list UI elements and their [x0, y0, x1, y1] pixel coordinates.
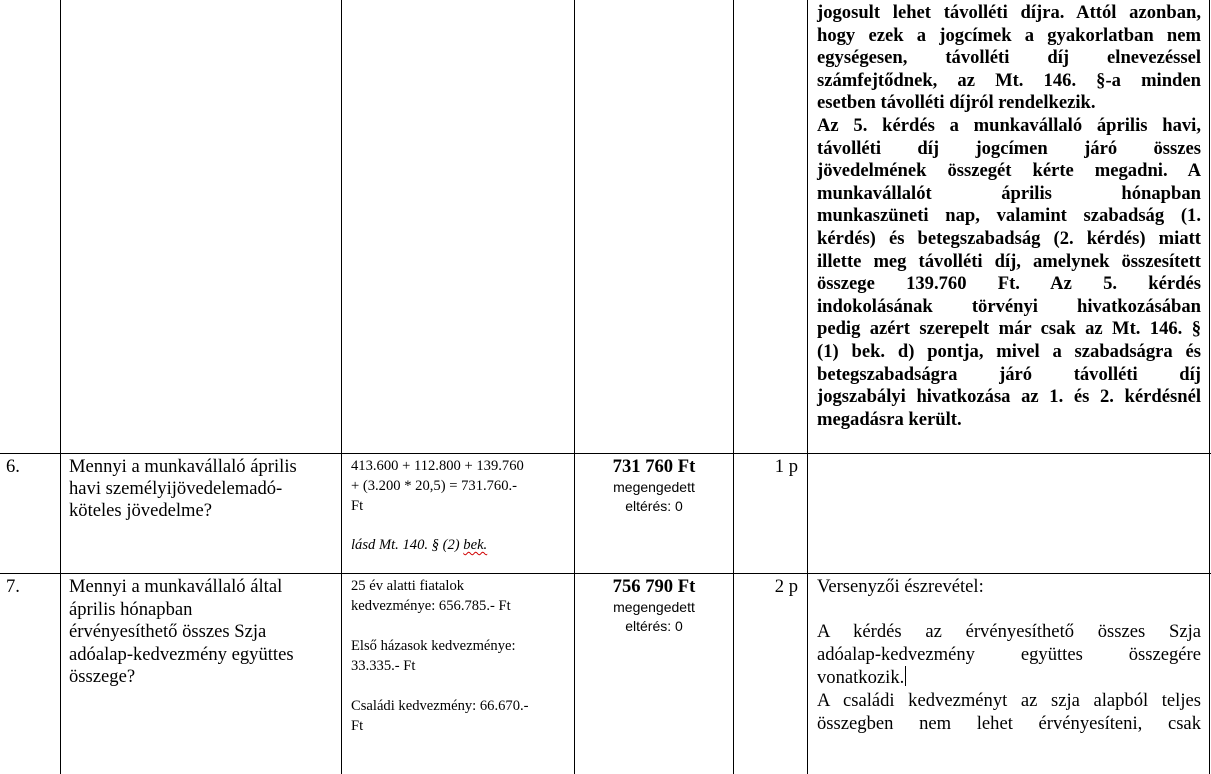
row-number: 6.	[6, 456, 20, 477]
answer-value: 731 760 Ft	[612, 456, 696, 477]
explanation-line: összege 139.760 Ft. Az 5. kérdés	[817, 273, 1201, 295]
column-divider	[60, 0, 61, 774]
calculation-line: + (3.200 * 20,5) = 731.760.-	[351, 478, 518, 494]
calculation-line: kedvezménye: 656.785.- Ft	[351, 598, 511, 614]
explanation-line: esetben távolléti díjról rendelkezik.	[817, 92, 1096, 114]
row-divider	[0, 453, 1211, 454]
column-divider	[574, 0, 575, 774]
text-cursor	[905, 666, 906, 686]
explanation-line: egységesen, távolléti díj elnevezéssel	[817, 47, 1201, 69]
question-cell	[69, 456, 337, 522]
points-cell: 2 p	[774, 576, 798, 597]
answer-cell	[575, 456, 733, 516]
explanation-line: pedig azért szerepelt már csak az Mt. 146. §	[817, 318, 1201, 340]
question-cell	[69, 576, 337, 689]
explanation-line: jövedelmének összegét kérte megadni. A	[817, 160, 1201, 182]
legal-reference-text: lásd Mt. 140. § (2)	[351, 537, 460, 553]
calculation-line: 25 év alatti fiatalok	[351, 578, 465, 594]
question-line: adóalap-kedvezmény együttes	[69, 643, 294, 665]
tolerance-line: eltérés: 0	[625, 618, 683, 634]
comment-line: vonatkozik.	[817, 667, 905, 689]
explanation-line: hogy ezek a jogcímek a gyakorlatban nem	[817, 24, 1201, 46]
calculation-cell	[351, 576, 571, 736]
tolerance-line: megengedett	[613, 599, 695, 615]
calculation-line: Első házasok kedvezménye:	[351, 638, 516, 654]
calculation-cell	[351, 456, 571, 555]
column-divider	[733, 0, 734, 774]
comment-line-wrap[interactable]	[817, 666, 1201, 690]
explanation-line: betegszabadságra járó távolléti díj	[817, 363, 1201, 385]
explanation-line: kérdés) és betegszabadság (2. kérdés) miatt	[817, 227, 1201, 249]
explanation-line: számfejtődnek, az Mt. 146. §-a minden	[817, 69, 1201, 91]
calculation-line: Családi kedvezmény: 66.670.-	[351, 698, 529, 714]
legal-reference	[351, 535, 571, 555]
question-line: összege?	[69, 666, 136, 688]
explanation-line: jogszabályi hivatkozása az 1. és 2. kérdésnél	[817, 386, 1201, 408]
row-divider	[0, 573, 1211, 574]
comment-line: A kérdés az érvényesíthető összes Szja	[817, 621, 1201, 643]
calculation-line: Ft	[351, 498, 364, 514]
calculation-line: 33.335.- Ft	[351, 658, 416, 674]
answer-value: 756 790 Ft	[612, 576, 696, 597]
comment-cell	[817, 456, 1201, 568]
comment-title: Versenyzői észrevétel:	[817, 576, 984, 597]
question-line: köteles jövedelme?	[69, 500, 213, 521]
question-line: Mennyi a munkavállaló április	[69, 456, 297, 477]
comment-cell	[817, 576, 1201, 735]
explanation-line: megadásra került.	[817, 408, 962, 430]
explanation-cell	[817, 2, 1201, 431]
row-number: 7.	[6, 576, 20, 597]
question-line: érvényesíthető összes Szja	[69, 621, 267, 643]
explanation-line: indokolásának törvényi hivatkozásában	[817, 295, 1201, 317]
column-divider	[807, 0, 808, 774]
comment-line: összegben nem lehet érvényesíteni, csak	[817, 712, 1201, 734]
explanation-line: Az 5. kérdés a munkavállaló április havi,	[817, 114, 1201, 136]
explanation-line: illette meg távolléti díj, amelynek összesített	[817, 250, 1201, 272]
explanation-line: munkavállalót április hónapban	[817, 182, 1201, 204]
column-divider	[341, 0, 342, 774]
comment-line: A családi kedvezményt az szja alapból teljes	[817, 689, 1201, 711]
question-line: Mennyi a munkavállaló által	[69, 576, 283, 597]
explanation-line: távolléti díj jogcímen járó összes	[817, 137, 1201, 159]
column-divider	[1209, 0, 1210, 774]
comment-line: adóalap-kedvezmény együttes összegére	[817, 643, 1201, 665]
question-line: április hónapban	[69, 598, 193, 620]
explanation-line: jogosult lehet távolléti díjra. Attól azonban,	[817, 2, 1201, 23]
legal-reference-abbrev: bek.	[463, 537, 488, 553]
calculation-line: 413.600 + 112.800 + 139.760	[351, 458, 524, 474]
tolerance-line: eltérés: 0	[625, 498, 683, 514]
answer-cell	[575, 576, 733, 636]
question-line: havi személyijövedelemadó-	[69, 478, 283, 499]
explanation-line: munkaszüneti nap, valamint szabadság (1.	[817, 205, 1201, 227]
explanation-line: (1) bek. d) pontja, mivel a szabadságra és	[817, 340, 1201, 362]
points-cell: 1 p	[774, 456, 798, 477]
calculation-line: Ft	[351, 718, 364, 734]
tolerance-line: megengedett	[613, 479, 695, 495]
